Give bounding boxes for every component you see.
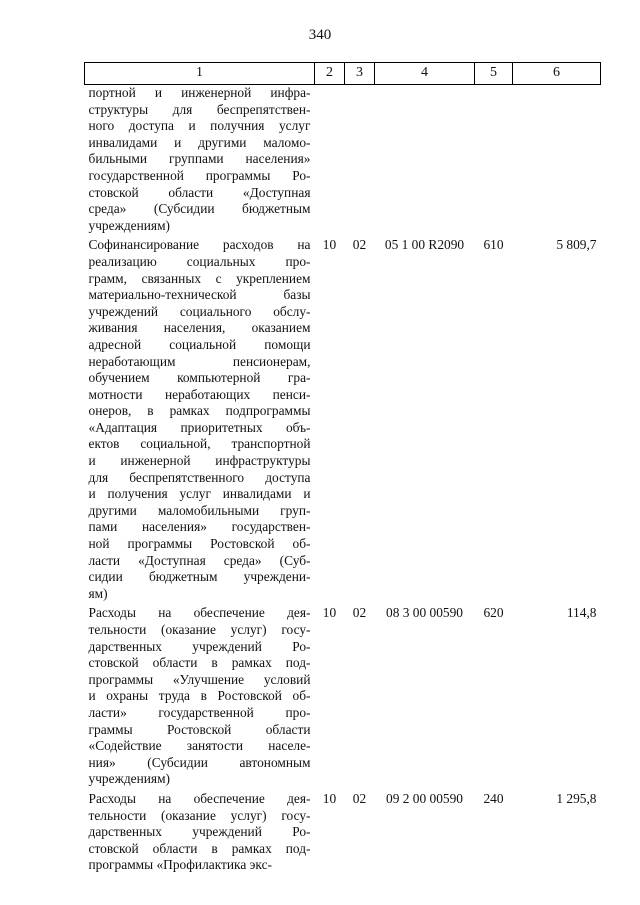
table-row [85,85,601,235]
column-header: 6 [513,63,601,85]
expense-name-line: портной и инженерной инфра- [88,85,311,100]
subsection-code-cell: 02 [352,790,367,806]
expense-type-cell [475,85,513,235]
budget-table [84,62,601,874]
expense-name-line: государственной программы Ро- [88,167,311,183]
amount-cell [513,85,601,235]
expense-type-cell: 240 [483,790,504,806]
expense-name-line: среда» (Субсидии бюджетным [88,201,311,217]
target-article-cell: 08 3 00 00590 [386,605,463,621]
expense-name-cell [85,234,315,602]
expense-name-line: живания населения, оказанием [88,320,311,336]
expense-name-line: программы «Профилактика экс- [88,857,272,873]
section-code-cell: 10 [322,237,337,253]
column-header: 3 [345,63,375,85]
expense-name-line: бильными группами населения» [88,151,311,167]
expense-name-line: и инженерной инфраструктуры [88,453,311,469]
expense-name-line: онеров, в рамках подпрограммы [88,403,311,419]
expense-name-line: ласти» государственной про- [88,704,311,720]
expense-name-line: реализацию социальных про- [88,253,311,269]
expense-name-line: и охраны труда в Ростовской об- [88,688,311,704]
section-code-cell: 10 [322,790,337,806]
expense-name-line: учреждениям) [88,217,171,233]
expense-name-line: адресной социальной помощи [88,336,311,352]
expense-name-line: «Содействие занятости населе- [88,738,311,754]
expense-name-line: для беспрепятственного доступа [88,469,311,485]
target-article-cell: 09 2 00 00590 [386,790,463,806]
amount-cell: 1 295,8 [556,790,597,806]
table-header-row [85,63,601,85]
subsection-code-cell: 02 [352,605,367,621]
target-article-cell [375,85,475,235]
page-number: 340 [308,27,332,43]
expense-name-line: ной программы Ростовской об- [88,536,311,552]
expense-name-line: другими маломобильными груп- [88,502,311,518]
subsection-code-cell: 02 [352,237,367,253]
amount-cell: 5 809,7 [556,237,597,253]
expense-name-line: граммы Ростовской области [88,721,311,737]
expense-name-line: тельности (оказание услуг) госу- [88,807,311,823]
column-header: 5 [475,63,513,85]
expense-name-line: стовской области «Доступная [88,184,311,200]
expense-name-line: ям) [88,585,108,601]
expense-name-line: и получения услуг инвалидами и [88,486,311,502]
expense-name-line: инвалидами и другими маломо- [88,134,311,150]
expense-name-cell [85,788,315,874]
expense-name-line: ласти «Доступная среда» (Суб- [88,552,311,568]
expense-name-line: «Адаптация приоритетных объ- [88,419,311,435]
column-header: 1 [85,63,315,85]
expense-name-line: учреждениям) [88,771,171,787]
expense-name-line: ния» (Субсидии автономным [88,754,311,770]
expense-name-line: пами населения» государствен- [88,519,311,535]
expense-name-line: Расходы на обеспечение дея- [88,790,311,806]
expense-name-line: мотности неработающих пенси- [88,386,311,402]
section-code-cell [315,85,345,235]
column-header: 4 [375,63,475,85]
subsection-code-cell [345,85,375,235]
column-header: 2 [315,63,345,85]
table-row [85,788,601,874]
table-row [85,234,601,602]
expense-name-line: тельности (оказание услуг) госу- [88,622,311,637]
expense-name-line: материально-технической базы [88,287,311,303]
expense-name-line: стовской области в рамках под- [88,840,311,856]
expense-name-line: Софинансирование расходов на [88,237,311,253]
table-body [85,85,601,874]
expense-name-line: грамм, связанных с укреплением [88,270,311,286]
table-row [85,602,601,788]
expense-name-line: программы «Улучшение условий [88,671,311,687]
expense-name-line: ектов социальной, транспортной [88,436,311,452]
expense-name-line: стовской области в рамках под- [88,655,311,671]
expense-type-cell: 610 [483,237,504,253]
section-code-cell: 10 [322,605,337,621]
expense-name-line: Расходы на обеспечение дея- [88,605,311,621]
expense-name-cell [85,85,315,235]
expense-name-line: ного доступа и получния услуг [88,118,311,134]
expense-name-line: дарственных учреждений Ро- [88,638,311,654]
expense-name-line: обучением компьютерной гра- [88,370,311,386]
expense-name-line: неработающим пенсионерам, [88,353,311,369]
expense-name-line: дарственных учреждений Ро- [88,824,311,840]
amount-cell: 114,8 [566,605,597,621]
expense-name-line: учреждений социального обслу- [88,303,311,319]
target-article-cell: 05 1 00 R2090 [384,237,465,253]
expense-name-line: сидии бюджетным учреждени- [88,569,311,585]
expense-type-cell: 620 [483,605,504,621]
expense-name-cell [85,602,315,788]
expense-name-line: структуры для беспрепятствен- [88,101,311,117]
